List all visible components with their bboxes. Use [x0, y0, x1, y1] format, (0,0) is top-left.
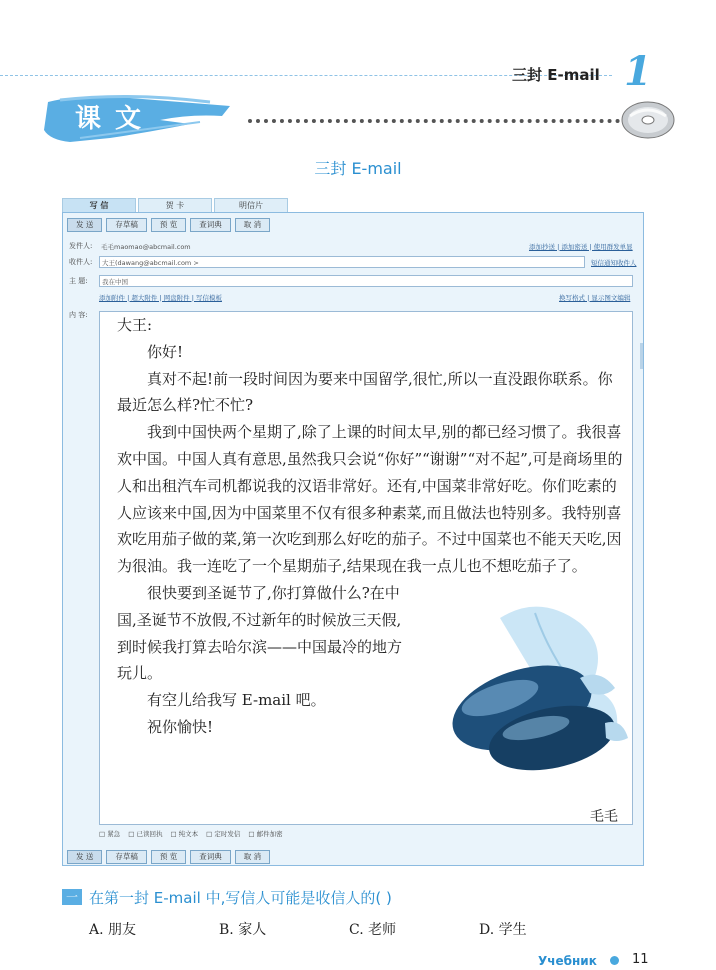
compose-tabs [62, 198, 290, 212]
save-draft-button-bottom[interactable]: 存草稿 [106, 850, 147, 864]
subject-label: 主 题: [69, 277, 88, 285]
cc-bcc-links[interactable]: 添加抄送 | 添加密送 | 使用群发单显 [529, 243, 633, 251]
question-badge: 一 [62, 889, 82, 905]
top-toolbar [67, 218, 270, 232]
content-label: 内 容: [69, 311, 88, 319]
option-scheduled[interactable]: □ 定时发信 [206, 829, 240, 838]
to-field[interactable] [99, 256, 585, 268]
bottom-toolbar [67, 850, 270, 864]
cancel-button[interactable]: 取 消 [235, 218, 270, 232]
send-button-bottom[interactable]: 发 送 [67, 850, 102, 864]
dotted-divider [248, 119, 620, 123]
cancel-button-bottom[interactable]: 取 消 [235, 850, 270, 864]
subject-value: 我在中国 [102, 278, 128, 286]
letter-signature: 毛毛 [590, 809, 618, 825]
option-b[interactable]: B. 家人 [219, 922, 267, 938]
preview-button-bottom[interactable]: 预 览 [151, 850, 186, 864]
tab-write[interactable]: 写 信 [62, 198, 136, 213]
cd-icon [620, 98, 676, 142]
email-compose-window [62, 198, 644, 866]
lesson-number: 1 [624, 48, 652, 95]
from-value: 毛毛maomao@abcmail.com [101, 243, 191, 251]
dictionary-button-bottom[interactable]: 查词典 [190, 850, 231, 864]
page-number: 11 [632, 952, 649, 967]
tab-card[interactable]: 贺 卡 [138, 198, 212, 213]
to-value: 大王(dawang@abcmail.com > [102, 259, 199, 267]
letter-greeting: 大王: [117, 316, 153, 334]
footer-label: Учебник [538, 954, 597, 968]
dictionary-button[interactable]: 查词典 [190, 218, 231, 232]
format-links[interactable]: 换写格式 | 显示图文编辑 [559, 294, 631, 302]
option-a[interactable]: A. 朋友 [89, 922, 137, 938]
preview-button[interactable]: 预 览 [151, 218, 186, 232]
option-encrypt[interactable]: □ 邮件加密 [248, 829, 282, 838]
footer-dot [610, 956, 619, 965]
answer-options [89, 919, 649, 939]
letter-paragraph-4: 有空儿给我写 E-mail 吧。 [147, 691, 326, 710]
question-text: 在第一封 E-mail 中,写信人可能是收信人的( ) [89, 889, 392, 907]
letter-paragraph-2: 我到中国快两个星期了,除了上课的时间太早,别的都已经习惯了。我很喜欢中国。中国人真有意思,虽然我只会说“你好”“谢谢”“对不起”,可是商场里的人和出租汽车司机都说我的汉语非常好。还有,中国菜非常好吃。你们吃素的人应该来中国,因为中国菜里不仅有很多种素菜,而且做法也特别多。我特别喜欢吃用茄子做的菜,第一次吃到那么好吃的茄子。不过中国菜也不能天天吃,因为很油。我一连吃了一个星期茄子,结果现在我一点儿也不想吃茄子了。 [117, 423, 623, 576]
letter-paragraph-3: 很快要到圣诞节了,你打算做什么?在中国,圣诞节不放假,不过新年的时候放三天假,到时候我打算去哈尔滨——中国最冷的地方玩儿。 [117, 583, 403, 683]
send-options [99, 829, 283, 838]
letter-hello: 你好! [147, 342, 184, 361]
subject-field[interactable] [99, 275, 633, 287]
from-label: 发件人: [69, 242, 93, 250]
to-label: 收件人: [69, 258, 93, 266]
tab-postcard[interactable]: 明信片 [214, 198, 288, 213]
letter-paragraph-1: 真对不起!前一段时间因为要来中国留学,很忙,所以一直没跟你联系。你最近怎么样?忙不忙? [117, 369, 613, 415]
letter-closing: 祝你愉快! [147, 717, 214, 736]
scrollbar-thumb[interactable] [640, 343, 643, 369]
lesson-title: 三封 E-mail [512, 66, 600, 84]
attachment-links[interactable]: 添加附件 | 超大附件 | 网盘附件 | 写信模板 [99, 294, 222, 302]
banner-label: 课文 [75, 104, 156, 134]
option-read-receipt[interactable]: □ 已读回执 [128, 829, 162, 838]
option-d[interactable]: D. 学生 [479, 922, 527, 938]
page-title: 三封 E-mail [314, 159, 402, 178]
option-plain-text[interactable]: □ 纯文本 [170, 829, 198, 838]
send-button[interactable]: 发 送 [67, 218, 102, 232]
sms-notify-link[interactable]: 短信通知收件人 [591, 259, 637, 267]
option-c[interactable]: C. 老师 [349, 922, 397, 938]
letter-text [117, 312, 625, 741]
option-urgent[interactable]: □ 紧急 [99, 829, 120, 838]
save-draft-button[interactable]: 存草稿 [106, 218, 147, 232]
